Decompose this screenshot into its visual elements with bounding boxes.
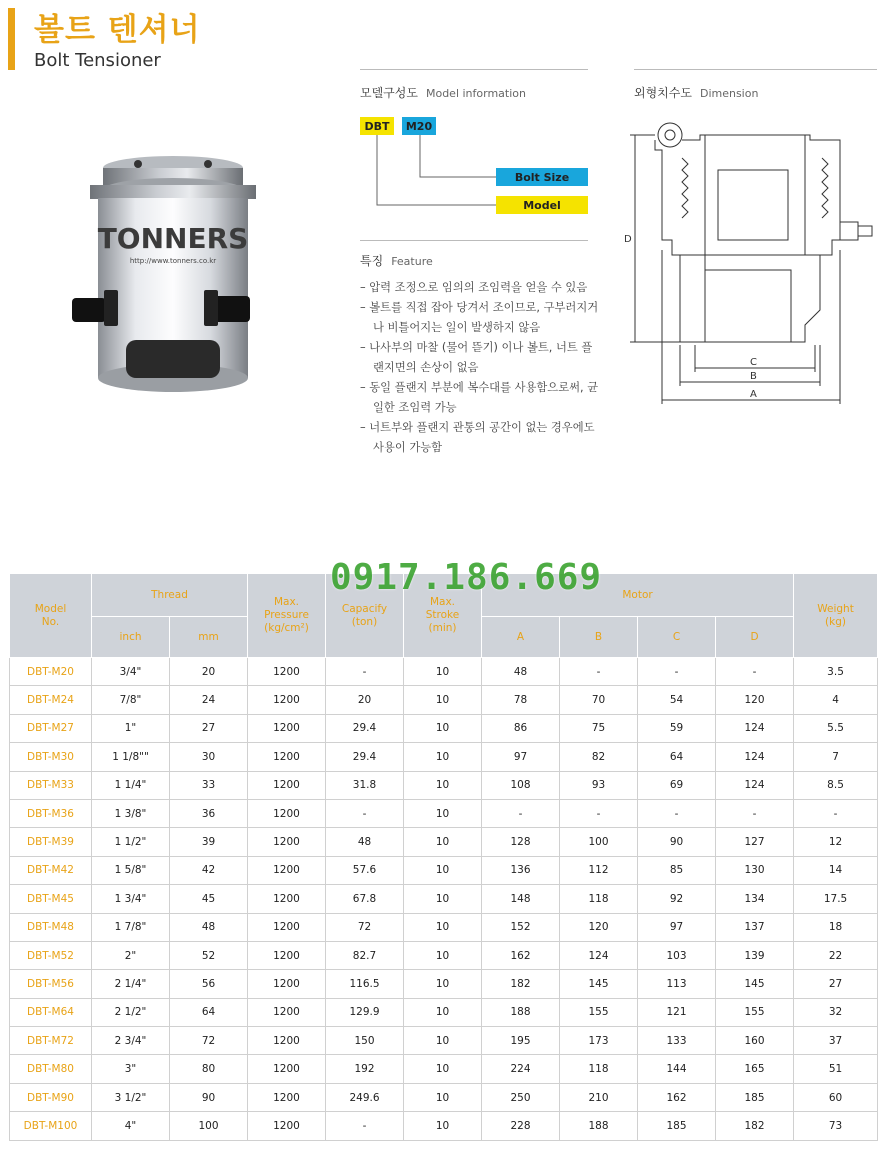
table-cell: 97 xyxy=(482,743,560,771)
table-cell: 10 xyxy=(404,885,482,913)
table-cell: 10 xyxy=(404,941,482,969)
feature-item: – 동일 플랜지 부분에 복수대를 사용함으로써, 균일한 조임력 가능 xyxy=(360,378,600,418)
table-cell: 1200 xyxy=(248,1083,326,1111)
feature-item: – 압력 조정으로 임의의 조임력을 얻을 수 있음 xyxy=(360,278,600,298)
table-cell: 3" xyxy=(92,1055,170,1083)
table-cell: 27 xyxy=(794,970,878,998)
table-cell: 145 xyxy=(716,970,794,998)
title-accent-bar xyxy=(8,8,15,70)
table-cell: 52 xyxy=(170,941,248,969)
table-cell: 90 xyxy=(170,1083,248,1111)
table-cell: 3.5 xyxy=(794,658,878,686)
table-cell: 1200 xyxy=(248,828,326,856)
feature-title: 특징 xyxy=(360,254,384,268)
model-cell: DBT-M42 xyxy=(10,856,92,884)
col-header-inch: inch xyxy=(92,617,170,658)
table-cell: 1200 xyxy=(248,1027,326,1055)
table-cell: 90 xyxy=(638,828,716,856)
table-row xyxy=(10,1112,878,1140)
table-cell: 188 xyxy=(560,1112,638,1140)
table-cell: 10 xyxy=(404,856,482,884)
feature-rule xyxy=(360,240,588,241)
table-cell: 121 xyxy=(638,998,716,1026)
table-cell: 7 xyxy=(794,743,878,771)
col-header-mm: mm xyxy=(170,617,248,658)
table-cell: 1200 xyxy=(248,686,326,714)
table-cell: 20 xyxy=(170,658,248,686)
model-cell: DBT-M64 xyxy=(10,998,92,1026)
table-cell: 195 xyxy=(482,1027,560,1055)
dimension-drawing xyxy=(600,110,880,410)
spec-table-body xyxy=(10,658,878,1141)
table-row xyxy=(10,714,878,742)
table-cell: 133 xyxy=(638,1027,716,1055)
table-cell: 14 xyxy=(794,856,878,884)
table-cell: 92 xyxy=(638,885,716,913)
page-title: 볼트 텐셔너 xyxy=(34,12,201,48)
table-cell: 136 xyxy=(482,856,560,884)
bolt-size-label: Bolt Size xyxy=(496,168,588,186)
table-cell: 1200 xyxy=(248,799,326,827)
table-cell: 100 xyxy=(560,828,638,856)
table-cell: 69 xyxy=(638,771,716,799)
table-cell: 64 xyxy=(638,743,716,771)
model-cell: DBT-M90 xyxy=(10,1083,92,1111)
table-row xyxy=(10,771,878,799)
table-cell: 249.6 xyxy=(326,1083,404,1111)
table-cell: 3 1/2" xyxy=(92,1083,170,1111)
table-cell: 120 xyxy=(716,686,794,714)
col-header-model: Model No. xyxy=(10,574,92,658)
table-cell: 1200 xyxy=(248,998,326,1026)
table-cell: 124 xyxy=(716,743,794,771)
table-cell: 24 xyxy=(170,686,248,714)
table-cell: 118 xyxy=(560,1055,638,1083)
table-cell: 124 xyxy=(560,941,638,969)
table-cell: 1200 xyxy=(248,856,326,884)
model-cell: DBT-M20 xyxy=(10,658,92,686)
table-cell: 2 1/4" xyxy=(92,970,170,998)
table-cell: 137 xyxy=(716,913,794,941)
table-cell: 22 xyxy=(794,941,878,969)
table-cell: 188 xyxy=(482,998,560,1026)
table-cell: 32 xyxy=(794,998,878,1026)
table-cell: 10 xyxy=(404,686,482,714)
table-cell: 192 xyxy=(326,1055,404,1083)
table-cell: 185 xyxy=(638,1112,716,1140)
table-cell: 37 xyxy=(794,1027,878,1055)
feature-title-en: Feature xyxy=(391,255,433,268)
table-cell: 18 xyxy=(794,913,878,941)
model-cell: DBT-M56 xyxy=(10,970,92,998)
table-cell: - xyxy=(794,799,878,827)
table-cell: 134 xyxy=(716,885,794,913)
table-cell: 82.7 xyxy=(326,941,404,969)
table-cell: 82 xyxy=(560,743,638,771)
table-cell: 162 xyxy=(638,1083,716,1111)
model-cell: DBT-M24 xyxy=(10,686,92,714)
product-image xyxy=(68,150,278,400)
dim-label-b: B xyxy=(750,371,757,382)
table-cell: 1200 xyxy=(248,743,326,771)
table-cell: 160 xyxy=(716,1027,794,1055)
table-cell: 10 xyxy=(404,1112,482,1140)
table-cell: 162 xyxy=(482,941,560,969)
table-row xyxy=(10,885,878,913)
table-cell: 10 xyxy=(404,1027,482,1055)
table-cell: 2 3/4" xyxy=(92,1027,170,1055)
table-cell: 80 xyxy=(170,1055,248,1083)
table-cell: 210 xyxy=(560,1083,638,1111)
col-header-d: D xyxy=(716,617,794,658)
table-cell: 75 xyxy=(560,714,638,742)
table-cell: 64 xyxy=(170,998,248,1026)
table-cell: 228 xyxy=(482,1112,560,1140)
col-header-b: B xyxy=(560,617,638,658)
col-header-capacity: Capacify (ton) xyxy=(326,574,404,658)
table-cell: 10 xyxy=(404,828,482,856)
table-cell: 8.5 xyxy=(794,771,878,799)
table-cell: 30 xyxy=(170,743,248,771)
col-header-thread: Thread xyxy=(92,574,248,617)
table-cell: - xyxy=(716,799,794,827)
table-cell: 1200 xyxy=(248,658,326,686)
dimension-title: 외형치수도 xyxy=(634,86,692,100)
table-cell: 1 1/2" xyxy=(92,828,170,856)
table-cell: 124 xyxy=(716,714,794,742)
table-cell: 27 xyxy=(170,714,248,742)
model-info-rule xyxy=(360,69,588,70)
feature-item: – 너트부와 플랜지 관통의 공간이 없는 경우에도 사용이 가능함 xyxy=(360,418,600,458)
table-cell: 85 xyxy=(638,856,716,884)
model-cell: DBT-M48 xyxy=(10,913,92,941)
col-header-pressure: Max. Pressure (kg/cm²) xyxy=(248,574,326,658)
model-info-heading xyxy=(360,84,526,101)
feature-item: – 볼트를 직접 잡아 당겨서 조이므로, 구부러지거나 비틀어지는 일이 발생하지 않음 xyxy=(360,298,600,338)
table-cell: 10 xyxy=(404,799,482,827)
table-cell: 113 xyxy=(638,970,716,998)
model-cell: DBT-M36 xyxy=(10,799,92,827)
table-cell: 182 xyxy=(716,1112,794,1140)
table-cell: 57.6 xyxy=(326,856,404,884)
model-code-series: DBT xyxy=(360,117,394,135)
table-cell: 1200 xyxy=(248,913,326,941)
model-info-title: 모델구성도 xyxy=(360,86,418,100)
table-cell: 10 xyxy=(404,970,482,998)
table-cell: 10 xyxy=(404,1083,482,1111)
col-header-weight: Weight (kg) xyxy=(794,574,878,658)
table-cell: 48 xyxy=(326,828,404,856)
table-row xyxy=(10,799,878,827)
table-row xyxy=(10,941,878,969)
table-cell: 31.8 xyxy=(326,771,404,799)
brand-url: http://www.tonners.co.kr xyxy=(129,257,217,265)
table-cell: 10 xyxy=(404,998,482,1026)
table-cell: 10 xyxy=(404,743,482,771)
table-cell: 72 xyxy=(170,1027,248,1055)
dimension-title-en: Dimension xyxy=(699,87,759,100)
table-cell: - xyxy=(482,799,560,827)
table-cell: 124 xyxy=(716,771,794,799)
table-cell: 112 xyxy=(560,856,638,884)
table-cell: 17.5 xyxy=(794,885,878,913)
table-cell: 127 xyxy=(716,828,794,856)
table-cell: 4 xyxy=(794,686,878,714)
table-cell: 1 3/8" xyxy=(92,799,170,827)
table-cell: 1200 xyxy=(248,714,326,742)
table-cell: 10 xyxy=(404,913,482,941)
model-cell: DBT-M30 xyxy=(10,743,92,771)
table-cell: 73 xyxy=(794,1112,878,1140)
table-cell: 33 xyxy=(170,771,248,799)
dimension-heading xyxy=(634,84,758,101)
table-cell: 10 xyxy=(404,714,482,742)
table-cell: 59 xyxy=(638,714,716,742)
table-cell: 29.4 xyxy=(326,743,404,771)
table-cell: 3/4" xyxy=(92,658,170,686)
table-cell: 1" xyxy=(92,714,170,742)
table-cell: - xyxy=(638,658,716,686)
table-cell: 48 xyxy=(170,913,248,941)
table-cell: 45 xyxy=(170,885,248,913)
table-cell: 10 xyxy=(404,771,482,799)
table-row xyxy=(10,998,878,1026)
table-cell: 4" xyxy=(92,1112,170,1140)
table-cell: 78 xyxy=(482,686,560,714)
model-cell: DBT-M80 xyxy=(10,1055,92,1083)
table-cell: 97 xyxy=(638,913,716,941)
table-cell: 152 xyxy=(482,913,560,941)
table-cell: 36 xyxy=(170,799,248,827)
table-cell: 130 xyxy=(716,856,794,884)
brand-logo: TONNERS xyxy=(97,222,249,255)
table-cell: 120 xyxy=(560,913,638,941)
table-row xyxy=(10,686,878,714)
model-label: Model xyxy=(496,196,588,214)
table-cell: 165 xyxy=(716,1055,794,1083)
col-header-a: A xyxy=(482,617,560,658)
table-cell: 1200 xyxy=(248,1112,326,1140)
table-cell: - xyxy=(326,1112,404,1140)
table-cell: 1200 xyxy=(248,941,326,969)
spec-table xyxy=(9,573,878,1141)
table-cell: 12 xyxy=(794,828,878,856)
table-row xyxy=(10,828,878,856)
table-cell: 155 xyxy=(560,998,638,1026)
table-cell: 48 xyxy=(482,658,560,686)
model-cell: DBT-M100 xyxy=(10,1112,92,1140)
table-cell: 39 xyxy=(170,828,248,856)
model-cell: DBT-M52 xyxy=(10,941,92,969)
table-cell: 144 xyxy=(638,1055,716,1083)
table-cell: - xyxy=(716,658,794,686)
table-cell: 185 xyxy=(716,1083,794,1111)
table-cell: 118 xyxy=(560,885,638,913)
table-cell: 1 5/8" xyxy=(92,856,170,884)
table-row xyxy=(10,743,878,771)
table-cell: 10 xyxy=(404,1055,482,1083)
table-cell: 10 xyxy=(404,658,482,686)
table-cell: 93 xyxy=(560,771,638,799)
table-cell: 1200 xyxy=(248,885,326,913)
table-cell: - xyxy=(326,658,404,686)
table-cell: 155 xyxy=(716,998,794,1026)
table-row xyxy=(10,1055,878,1083)
table-cell: 1 3/4" xyxy=(92,885,170,913)
table-cell: 1200 xyxy=(248,1055,326,1083)
table-cell: 2" xyxy=(92,941,170,969)
col-header-c: C xyxy=(638,617,716,658)
table-cell: 2 1/2" xyxy=(92,998,170,1026)
feature-item: – 나사부의 마찰 (물어 뜯기) 이나 볼트, 너트 플랜지면의 손상이 없음 xyxy=(360,338,600,378)
table-cell: 128 xyxy=(482,828,560,856)
table-cell: - xyxy=(638,799,716,827)
page-subtitle: Bolt Tensioner xyxy=(34,50,161,71)
table-cell: 7/8" xyxy=(92,686,170,714)
model-cell: DBT-M39 xyxy=(10,828,92,856)
table-cell: 173 xyxy=(560,1027,638,1055)
table-cell: - xyxy=(560,799,638,827)
table-cell: 86 xyxy=(482,714,560,742)
table-cell: 56 xyxy=(170,970,248,998)
feature-heading xyxy=(360,252,433,269)
feature-list xyxy=(360,278,600,458)
table-cell: 224 xyxy=(482,1055,560,1083)
model-cell: DBT-M45 xyxy=(10,885,92,913)
table-cell: - xyxy=(326,799,404,827)
table-row xyxy=(10,1083,878,1111)
table-cell: 103 xyxy=(638,941,716,969)
table-cell: 250 xyxy=(482,1083,560,1111)
table-cell: 108 xyxy=(482,771,560,799)
table-cell: 54 xyxy=(638,686,716,714)
table-cell: 29.4 xyxy=(326,714,404,742)
table-cell: 1 1/8"" xyxy=(92,743,170,771)
table-cell: 1 7/8" xyxy=(92,913,170,941)
dim-label-a: A xyxy=(750,389,757,400)
col-header-motor: Motor xyxy=(482,574,794,617)
table-cell: 70 xyxy=(560,686,638,714)
table-row xyxy=(10,970,878,998)
table-cell: 60 xyxy=(794,1083,878,1111)
table-row xyxy=(10,658,878,686)
model-cell: DBT-M72 xyxy=(10,1027,92,1055)
table-cell: 72 xyxy=(326,913,404,941)
table-row xyxy=(10,1027,878,1055)
table-row xyxy=(10,856,878,884)
table-cell: 51 xyxy=(794,1055,878,1083)
table-cell: 182 xyxy=(482,970,560,998)
table-cell: 5.5 xyxy=(794,714,878,742)
table-cell: 20 xyxy=(326,686,404,714)
table-cell: 1200 xyxy=(248,970,326,998)
table-cell: 67.8 xyxy=(326,885,404,913)
table-cell: 42 xyxy=(170,856,248,884)
col-header-stroke: Max. Stroke (min) xyxy=(404,574,482,658)
phone-watermark: 0917.186.669 xyxy=(330,557,603,598)
table-row xyxy=(10,913,878,941)
table-cell: 145 xyxy=(560,970,638,998)
dimension-rule xyxy=(634,69,877,70)
model-cell: DBT-M27 xyxy=(10,714,92,742)
model-cell: DBT-M33 xyxy=(10,771,92,799)
table-cell: 100 xyxy=(170,1112,248,1140)
table-cell: 150 xyxy=(326,1027,404,1055)
dim-label-c: C xyxy=(750,357,757,368)
table-cell: 139 xyxy=(716,941,794,969)
table-cell: - xyxy=(560,658,638,686)
model-code-size: M20 xyxy=(402,117,436,135)
table-cell: 116.5 xyxy=(326,970,404,998)
table-cell: 129.9 xyxy=(326,998,404,1026)
table-cell: 148 xyxy=(482,885,560,913)
table-cell: 1 1/4" xyxy=(92,771,170,799)
model-info-title-en: Model information xyxy=(425,87,526,100)
dim-label-d: D xyxy=(624,234,632,245)
table-cell: 1200 xyxy=(248,771,326,799)
